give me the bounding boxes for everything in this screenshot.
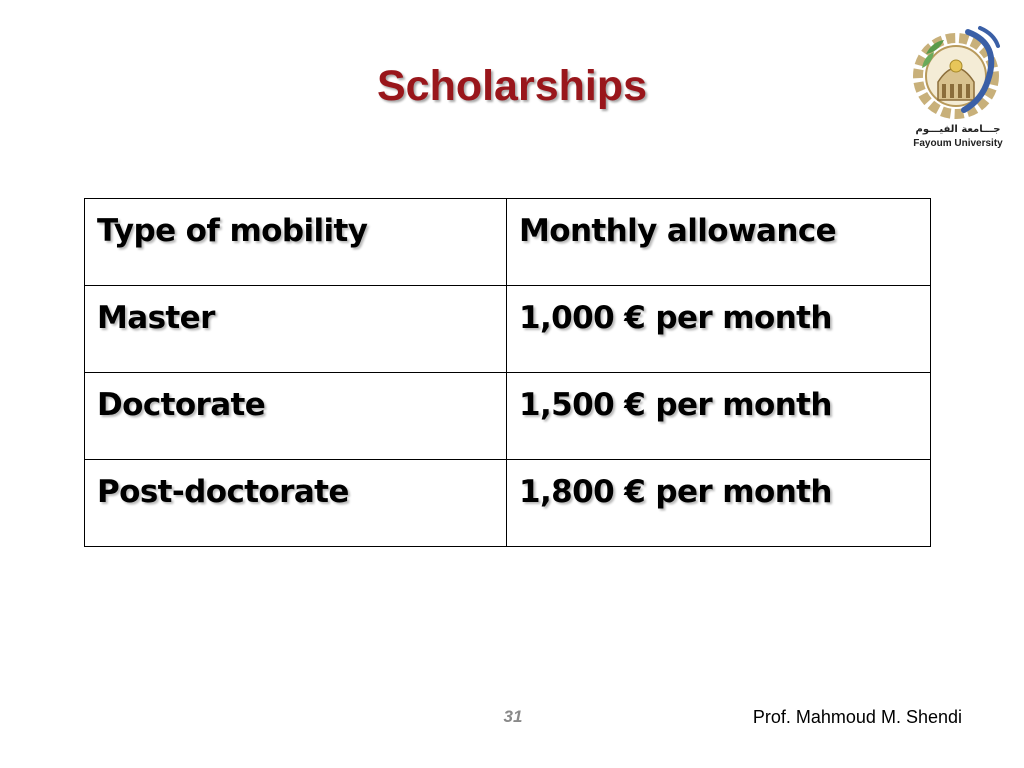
table-cell [85, 286, 507, 373]
table-row [85, 373, 931, 460]
table-header-cell [85, 199, 507, 286]
table-header-cell [507, 199, 931, 286]
university-emblem-icon [908, 24, 1008, 124]
author-footer: Prof. Mahmoud M. Shendi [752, 707, 962, 727]
header-allowance-label: Monthly allowance [519, 213, 837, 249]
table-cell [507, 460, 931, 547]
monthly-allowance: 1,000 € per month [519, 300, 832, 336]
table-cell [85, 460, 507, 547]
slide-title: Scholarships [376, 62, 648, 110]
logo-english-name: Fayoum University [913, 138, 1003, 149]
page-number: 31 [503, 707, 523, 726]
table-cell [507, 373, 931, 460]
table-cell [85, 373, 507, 460]
table-row [85, 460, 931, 547]
scholarship-table [84, 198, 931, 547]
monthly-allowance: 1,800 € per month [519, 474, 832, 510]
mobility-type: Master [97, 300, 215, 336]
mobility-type: Doctorate [97, 387, 266, 423]
mobility-type: Post-doctorate [97, 474, 349, 510]
university-logo [908, 24, 1008, 156]
logo-arabic-name: جـــامعة الفيـــوم [915, 124, 1001, 135]
table-cell [507, 286, 931, 373]
monthly-allowance: 1,500 € per month [519, 387, 832, 423]
table-row [85, 286, 931, 373]
table-header-row [85, 199, 931, 286]
header-type-label: Type of mobility [97, 213, 368, 249]
